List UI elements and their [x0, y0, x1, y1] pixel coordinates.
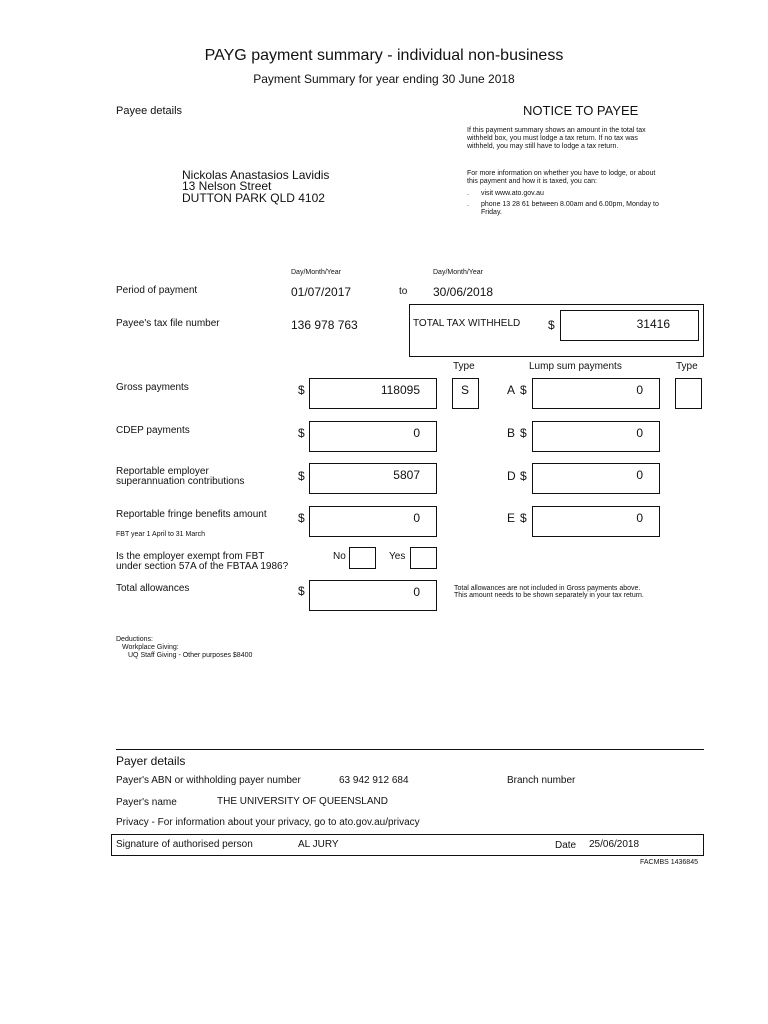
- lump-a-field[interactable]: [532, 378, 660, 409]
- page-title: PAYG payment summary - individual non-business: [204, 47, 564, 64]
- cdep-label: CDEP payments: [116, 425, 190, 436]
- signature-value: AL JURY: [298, 839, 339, 850]
- super-label-line2: superannuation contributions: [116, 476, 245, 487]
- col-type: Type: [453, 361, 475, 372]
- super-value: 5807: [393, 468, 420, 482]
- exempt-question-line2: under section 57A of the FBTAA 1986?: [116, 561, 289, 572]
- period-label: Period of payment: [116, 285, 198, 296]
- super-label-line1: Reportable employer: [116, 466, 209, 477]
- cdep-currency: $: [298, 426, 305, 440]
- privacy-text: Privacy - For information about your privacy, go to ato.gov.au/privacy: [116, 817, 420, 828]
- col-type-2: Type: [676, 361, 698, 372]
- lump-d-value: 0: [636, 468, 643, 482]
- period-to: 30/06/2018: [433, 285, 494, 299]
- lump-d-field[interactable]: [532, 463, 660, 494]
- notice-para1-line1: If this payment summary shows an amount in the total tax: [467, 127, 646, 134]
- date-hint-to: Day/Month/Year: [433, 269, 483, 276]
- gross-label: Gross payments: [116, 382, 189, 393]
- deductions-item: UQ Staff Giving - Other purposes $8400: [128, 652, 253, 659]
- notice-bullet-mark: .: [467, 190, 469, 197]
- tax-withheld-label: TOTAL TAX WITHHELD: [413, 318, 521, 329]
- payer-divider: [116, 749, 704, 750]
- lump-a-type-field[interactable]: [675, 378, 702, 409]
- payee-suburb: DUTTON PARK QLD 4102: [182, 191, 325, 205]
- super-field[interactable]: [309, 463, 437, 494]
- notice-para1-line2: withheld box, you must lodge a tax return. If no tax was: [467, 135, 638, 142]
- payee-name: Nickolas Anastasios Lavidis: [182, 168, 330, 182]
- allowances-value: 0: [413, 585, 420, 599]
- tax-withheld-value: 31416: [636, 317, 670, 331]
- exempt-no-checkbox[interactable]: [349, 547, 376, 569]
- lump-b-currency: $: [520, 426, 527, 440]
- fringe-field[interactable]: [309, 506, 437, 537]
- lump-b-letter: B: [507, 426, 516, 440]
- super-currency: $: [298, 469, 305, 483]
- notice-para2-line1: For more information on whether you have to lodge, or about: [467, 170, 656, 177]
- exempt-yes-checkbox[interactable]: [410, 547, 437, 569]
- allowances-note-line2: This amount needs to be shown separately in your tax return.: [454, 592, 644, 599]
- payer-name-value: THE UNIVERSITY OF QUEENSLAND: [217, 796, 388, 807]
- form-reference: FACMBS 1436845: [640, 859, 698, 866]
- notice-title: NOTICE TO PAYEE: [523, 103, 639, 118]
- notice-bullet-mark: .: [467, 201, 469, 208]
- gross-currency: $: [298, 383, 305, 397]
- allowances-note-line1: Total allowances are not included in Gross payments above.: [454, 585, 641, 592]
- lump-b-field[interactable]: [532, 421, 660, 452]
- payee-section-label: Payee details: [116, 105, 183, 117]
- deductions-sub: Workplace Giving:: [122, 644, 179, 651]
- gross-type-value: S: [461, 383, 470, 397]
- lump-e-value: 0: [636, 511, 643, 525]
- lump-e-field[interactable]: [532, 506, 660, 537]
- payer-abn-label: Payer's ABN or withholding payer number: [116, 775, 301, 786]
- notice-para2-line2: this payment and how it is taxed, you can:: [467, 178, 597, 185]
- payer-name-label: Payer's name: [116, 797, 177, 808]
- payer-abn-value: 63 942 912 684: [339, 775, 409, 786]
- lump-a-value: 0: [636, 383, 643, 397]
- lump-e-currency: $: [520, 511, 527, 525]
- notice-bullet2-line1: phone 13 28 61 between 8.00am and 6.00pm, Monday to: [481, 201, 659, 208]
- payee-street: 13 Nelson Street: [182, 179, 272, 193]
- col-lump-sum: Lump sum payments: [529, 361, 622, 372]
- exempt-no-label: No: [333, 551, 346, 562]
- lump-d-letter: D: [507, 469, 516, 483]
- notice-bullet1: visit www.ato.gov.au: [481, 190, 544, 197]
- allowances-label: Total allowances: [116, 583, 190, 594]
- fringe-label: Reportable fringe benefits amount: [116, 509, 267, 520]
- signature-label: Signature of authorised person: [116, 839, 253, 850]
- date-hint-from: Day/Month/Year: [291, 269, 341, 276]
- exempt-question-line1: Is the employer exempt from FBT: [116, 551, 265, 562]
- lump-b-value: 0: [636, 426, 643, 440]
- fringe-currency: $: [298, 511, 305, 525]
- fbt-note: FBT year 1 April to 31 March: [116, 531, 205, 538]
- tfn-value: 136 978 763: [291, 318, 358, 332]
- lump-e-letter: E: [507, 511, 516, 525]
- cdep-field[interactable]: [309, 421, 437, 452]
- gross-type-field[interactable]: [452, 378, 479, 409]
- tfn-label: Payee's tax file number: [116, 318, 220, 329]
- allowances-field[interactable]: [309, 580, 437, 611]
- notice-bullet2-line2: Friday.: [481, 209, 502, 216]
- date-label: Date: [555, 840, 577, 851]
- period-from: 01/07/2017: [291, 285, 352, 299]
- payer-branch-label: Branch number: [507, 775, 576, 786]
- allowances-currency: $: [298, 584, 305, 598]
- cdep-value: 0: [413, 426, 420, 440]
- gross-field[interactable]: [309, 378, 437, 409]
- deductions-title: Deductions:: [116, 636, 153, 643]
- fringe-value: 0: [413, 511, 420, 525]
- period-to-word: to: [399, 286, 408, 297]
- date-value: 25/06/2018: [589, 839, 640, 850]
- exempt-yes-label: Yes: [389, 551, 406, 562]
- notice-para1-line3: withheld, you may still have to lodge a tax return.: [467, 143, 619, 150]
- lump-d-currency: $: [520, 469, 527, 483]
- lump-a-currency: $: [520, 383, 527, 397]
- tax-withheld-field[interactable]: [560, 310, 699, 341]
- gross-value: 118095: [380, 383, 420, 397]
- payer-section-label: Payer details: [116, 754, 186, 768]
- lump-a-letter: A: [507, 383, 516, 397]
- tax-withheld-currency: $: [548, 318, 555, 332]
- page-subtitle: Payment Summary for year ending 30 June 2018: [253, 72, 515, 86]
